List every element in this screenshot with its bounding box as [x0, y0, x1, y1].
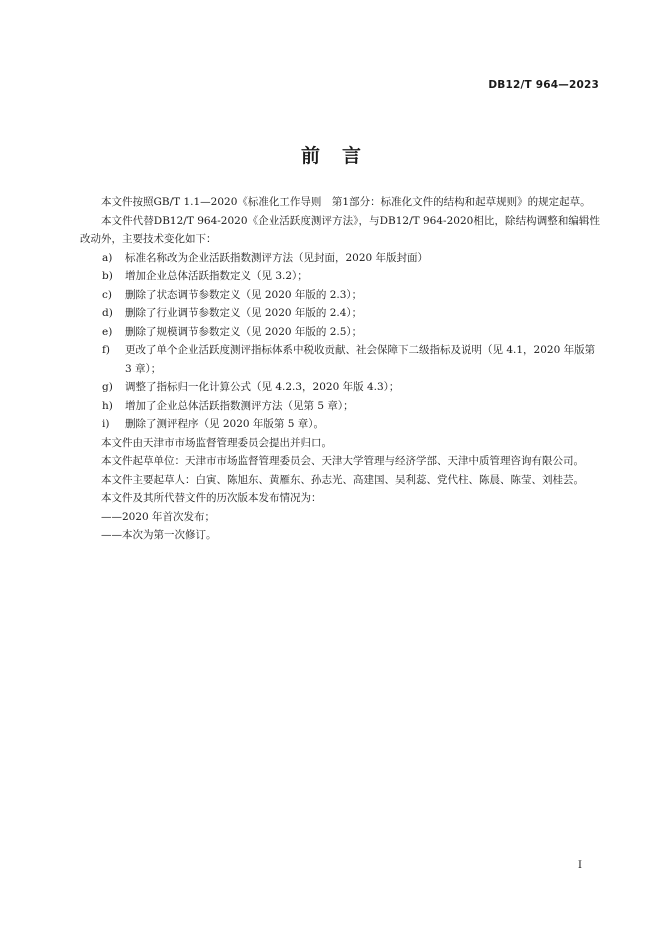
- page-number: I: [578, 860, 582, 871]
- change-text: 调整了指标归一化计算公式（见 4.2.3，2020 年版 4.3）；: [125, 381, 400, 393]
- change-item: [80, 397, 600, 416]
- change-label: h): [102, 399, 113, 412]
- change-text: 删除了规模调节参数定义（见 2020 年版的 2.5）；: [125, 325, 363, 338]
- document-code: DB12/T 964—2023: [488, 79, 599, 91]
- paragraph-proposer: 本文件由天津市市场监督管理委员会提出并归口。: [101, 436, 332, 449]
- change-text: 增加企业总体活跃指数定义（见 3.2）；: [125, 270, 308, 282]
- change-label: b): [102, 270, 113, 282]
- change-label: d): [102, 307, 113, 319]
- paragraph-drafting-basis: 本文件按照GB/T 1.1—2020《标准化工作导则 第1部分：标准化文件的结构和起草规则》的规定起草。: [101, 196, 591, 208]
- history-item: ——2020 年首次发布；: [101, 510, 216, 523]
- change-text: 标准名称改为企业活跃指数测评方法（见封面，2020 年版封面）: [125, 251, 429, 264]
- change-item: [80, 304, 600, 323]
- change-item: [80, 267, 600, 286]
- paragraph-drafters: 本文件主要起草人：白寅、陈旭东、黄雁东、孙志光、高建国、吴利蕊、党代柱、陈晨、陈莹、刘桂芸。: [101, 473, 584, 486]
- change-item: [80, 415, 600, 434]
- change-item: [80, 286, 600, 305]
- change-label: e): [102, 325, 113, 338]
- change-label: g): [102, 381, 113, 393]
- paragraph-drafting-units: 本文件起草单位：天津市市场监督管理委员会、天津大学管理与经济学部、天津中质管理咨询有限公司。: [101, 455, 584, 467]
- change-item: [80, 378, 600, 397]
- change-text: 删除了测评程序（见 2020 年版第 5 章）。: [125, 418, 325, 430]
- change-text: 删除了状态调节参数定义（见 2020 年版的 2.3）；: [125, 288, 363, 301]
- change-text: 更改了单个企业活跃度测评指标体系中税收贡献、社会保障下二级指标及说明（见 4.1，2020 年版第 3 章）；: [125, 344, 596, 375]
- change-text: 增加了企业总体活跃指数测评方法（见第 5 章）；: [125, 399, 354, 412]
- change-item: [80, 249, 600, 268]
- foreword-body: [80, 193, 600, 545]
- paragraph-history-intro: 本文件及其所代替文件的历次版本发布情况为：: [101, 492, 322, 504]
- page-title: 前言: [300, 145, 383, 167]
- change-label: a): [102, 251, 113, 264]
- change-label: i): [102, 418, 110, 430]
- history-item: ——本次为第一次修订。: [101, 529, 217, 541]
- change-label: c): [102, 288, 112, 301]
- change-text: 删除了行业调节参数定义（见 2020 年版的 2.4）；: [125, 307, 363, 319]
- paragraph-replacement: 本文件代替DB12/T 964-2020《企业活跃度测评方法》，与DB12/T 964-2020相比，除结构调整和编辑性改动外，主要技术变化如下：: [80, 214, 600, 245]
- change-item: [80, 341, 600, 378]
- change-label: f): [102, 344, 110, 356]
- change-item: [80, 323, 600, 342]
